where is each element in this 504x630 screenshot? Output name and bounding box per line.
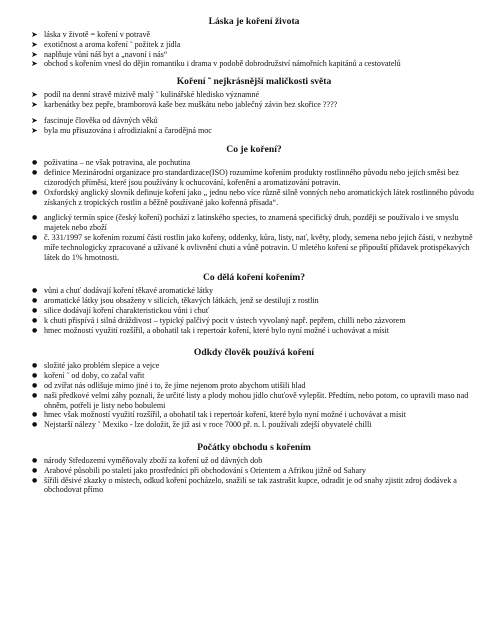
list-item: ● národy Středozemí vyměňovaly zboží za koření už od dávných dob bbox=[30, 456, 478, 466]
list-item: ➤ naplňuje vůní náš byt a „navoní i nás“ bbox=[30, 50, 478, 60]
list-item: ➤ karbenátky bez pepře, bramborová kaše bez muškátu nebo jablečný závin bez skořice ???? bbox=[30, 100, 478, 110]
section bbox=[30, 442, 478, 495]
list-item: ● šířili děsivé zkazky o místech, odkud koření pocházelo, snažili se tak zastrašit kupce, odradit je od snahy zjistit zdroj dodávek a obchodovat přímo bbox=[30, 476, 478, 496]
list-item: ● definice Mezinárodní organizace pro standardizace(ISO) rozumíme kořením produkty rostlinného původu nebo jejich směsi bez cizorodých příměsí, které jsou používány k ochucování, kořenění a aromatizování potravin. bbox=[30, 168, 478, 188]
section-heading: Co dělá koření kořením? bbox=[202, 272, 306, 284]
bullet-list bbox=[30, 30, 478, 69]
section bbox=[30, 144, 478, 262]
list-item: ➤ láska v životě = koření v potravě bbox=[30, 30, 478, 40]
list-item: ● č. 331/1997 se kořením rozumí části rostlin jako kořeny, oddenky, kůra, listy, nať, květy, plody, semena nebo jejich části, v nezbytně míře technologicky zpracované a užívané k ovlivnění chuti a vůně potravin. U mletého koření se připouští přídavek protispékavých látek do 1% hmotnosti. bbox=[30, 233, 478, 262]
list-item: ● Oxfordský anglický slovník definuje koření jako „ jednu nebo více různě silně vonných nebo aromatických látek rostlinného původu získaných z tropických rostlin a běžně používané jako kořenná přísada“. bbox=[30, 188, 478, 208]
section bbox=[30, 272, 478, 335]
bullet-list bbox=[30, 286, 478, 335]
list-item: ● aromatické látky jsou obsaženy v silicích, těkavých látkách, jenž se destilují z rostlin bbox=[30, 296, 478, 306]
list-item: ➤ podíl na denní stravě mizivě malý ˜ kulinářské hledisko významné bbox=[30, 90, 478, 100]
section bbox=[30, 347, 478, 430]
list-item: ● od zvířat nás odlišuje mimo jiné i to, že jíme nejenom proto abychom utišili hlad bbox=[30, 381, 478, 391]
list-item: ➤ fascinuje člověka od dávných věků bbox=[30, 116, 478, 126]
list-item: ● vůni a chuť dodávají koření těkavé aromatické látky bbox=[30, 286, 478, 296]
section bbox=[30, 16, 478, 69]
section-heading: Láska je koření života bbox=[208, 16, 300, 27]
list-item: ● Arabové působili po staletí jako prostředníci při obchodování s Orientem a Afrikou jižně od Sahary bbox=[30, 466, 478, 476]
list-item: ● naši předkové velmi záhy poznali, že určité listy a plody mohou jídlo chuťově vylepšit. Předtím, nebo potom, co upravili maso nad ohněm, potřeli je listy nebo bobulemi bbox=[30, 391, 478, 411]
list-item: ● poživatina – ne však potravina, ale pochutina bbox=[30, 158, 478, 168]
bullet-list bbox=[30, 90, 478, 135]
bullet-list bbox=[30, 361, 478, 430]
list-item: ➤ exotičnost a aroma koření ˜ požitek z jídla bbox=[30, 40, 478, 50]
document-body bbox=[30, 16, 478, 495]
list-item: ● anglický termín spice (český koření) pochází z latinského species, to znamená specifický druh, později se používalo i ve smyslu majetek nebo zboží bbox=[30, 213, 478, 233]
list-item: ● složité jako problém slepice a vejce bbox=[30, 361, 478, 371]
list-item: ● silice dodávají koření charakteristickou vůni i chuť bbox=[30, 306, 478, 316]
list-item: ● hmec však možností využití rozšířil, a obohatil tak i repertoár koření, které bylo nyní možné i uchovávat a mísit bbox=[30, 410, 478, 420]
section-heading: Počátky obchodu s kořením bbox=[197, 441, 311, 453]
bullet-list bbox=[30, 456, 478, 495]
list-item: ● koření ˜ od doby, co začal vařit bbox=[30, 371, 478, 381]
section-heading: Co je koření? bbox=[226, 144, 282, 156]
section-heading: Odkdy člověk používá koření bbox=[193, 347, 315, 359]
list-item: ● hmec možností využití rozšířil, a obohatil tak i repertoár koření, které bylo nyní možné i uchovávat a mísit bbox=[30, 326, 478, 336]
section bbox=[30, 76, 478, 135]
list-item: ➤ obchod s kořením vnesl do dějin romantiku i drama v podobě dobrodružství námořních kapitánů a cestovatelů bbox=[30, 59, 478, 69]
list-item: ● Nejstarší nálezy ˜ Mexiko - lze doložit, že již asi v roce 7000 př. n. l. používali zdejší obyvatelé chilli bbox=[30, 420, 478, 430]
bullet-list bbox=[30, 158, 478, 262]
list-item: ➤ byla mu přisuzována i afrodiziakní a čarodějná moc bbox=[30, 126, 478, 136]
list-item: ● k chuti přispívá i silná dráždivost – typický palčivý pocit v ústech vyvolaný např. pepřem, chilli nebo zázvorem bbox=[30, 316, 478, 326]
section-heading: Koření ˜ nejkrásnější maličkosti světa bbox=[176, 76, 332, 88]
